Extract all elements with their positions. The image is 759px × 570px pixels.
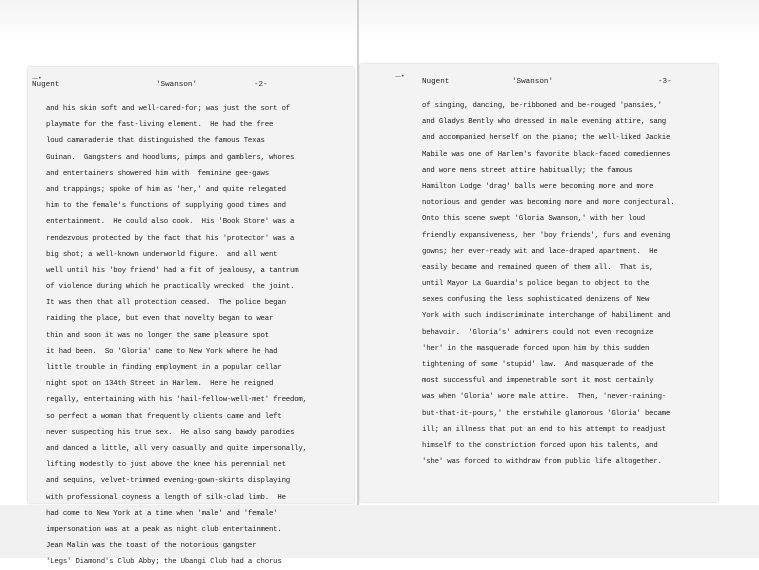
text-line: had come to New York at a time when 'male' and 'female' (46, 509, 278, 518)
header-title: 'Swanson' (512, 78, 554, 86)
text-line: 'she' was forced to withdraw from public life altogether. (422, 458, 662, 467)
text-line: of singing, dancing, be-ribboned and be-rouged 'pansies,' (422, 102, 662, 110)
text-line: and trappings; spoke of him as 'her,' and quite relegated (46, 185, 286, 194)
page-right (360, 64, 718, 502)
page-left (28, 67, 354, 567)
body-text (46, 101, 352, 570)
text-line: rendezvous protected by the fact that his 'protector' was a (46, 234, 295, 243)
text-line: it had been. So 'Gloria' came to New York where he had (46, 347, 278, 356)
body-text (422, 98, 714, 470)
text-line: entertainment. He could also cook. His 'Book Store' was a (46, 218, 295, 227)
text-line: and danced a little, all very casually and quite impersonally, (46, 444, 307, 453)
text-line: so perfect a woman that frequently clients came and left (46, 412, 282, 421)
text-line: friendly expansiveness, her 'boy friends', furs and evening (422, 231, 671, 240)
text-line: until Mayor La Guardia's police began to object to the (422, 280, 650, 289)
text-line: never suspecting his true sex. He also sang bawdy parodies (46, 428, 295, 437)
text-line: 'her' in the masquerade forced upon him by this sudden (422, 344, 650, 353)
text-line: little trouble in finding employment in a popular cellar (46, 364, 282, 372)
text-line: and wore mens street attire habitually; the famous (422, 166, 633, 175)
text-line: raiding the place, but even that novelty began to wear (46, 315, 274, 324)
text-line: big shot; a well-known underworld figure. and all went (46, 250, 278, 259)
header-title: 'Swanson' (156, 81, 198, 89)
page-header (360, 78, 718, 90)
text-line: loud camaraderie that distinguished the famous Texas (46, 137, 265, 146)
text-line: behavoir. 'Gloria's' admirers could not even recognize (422, 328, 654, 337)
text-line: It was then that all protection ceased. The police began (46, 299, 286, 308)
text-line: night spot on 134th Street in Harlem. Here he reigned (46, 380, 274, 389)
text-line: himself to the constriction forced upon his talents, and (422, 441, 658, 450)
page-header (28, 81, 354, 93)
text-line: lifting modestly to just above the knee his perennial net (46, 461, 286, 470)
text-line: York with such indiscriminate interchange of habiliment and (422, 312, 671, 321)
text-line: gowns; her ever-ready wit and lace-draped apartment. He (422, 247, 658, 256)
text-line: Mabile was one of Harlem's favorite black-faced comediennes (422, 150, 671, 159)
text-line: Onto this scene swept 'Gloria Swanson,' with her loud (422, 215, 645, 224)
text-line: playmate for the fast-living element. He had the free (46, 121, 274, 130)
header-author: Nugent (32, 81, 60, 89)
text-line: impersonation was at a peak as night club entertainment. (46, 525, 282, 534)
text-line: Guinan. Gangsters and hoodlums, pimps and gamblers, whores (46, 153, 295, 162)
text-line: and accompanied herself on the piano; the well-liked Jackie (422, 134, 671, 143)
page-number: -3- (658, 78, 672, 86)
text-line: was when 'Gloria' wore male attire. Then, 'never-raining- (422, 393, 667, 402)
text-line: most successful and impenetrable sort it most certainly (422, 377, 654, 386)
hole-punch-mark: —• (32, 75, 42, 82)
text-line: and Gladys Bently who dressed in male evening attire, sang (422, 118, 667, 127)
page-number: -2- (254, 81, 268, 89)
text-line: Hamilton Lodge 'drag' balls were becoming more and more (422, 182, 654, 191)
text-line: easily became and remained queen of them all. That is, (422, 263, 654, 272)
text-line: tightening of some 'stupid' law. And masquerade of the (422, 361, 654, 369)
text-line: thin and soon it was no longer the same pleasure spot (46, 331, 269, 340)
header-author: Nugent (422, 78, 450, 86)
text-line: well until his 'boy friend' had a fit of jealousy, a tantrum (46, 266, 299, 275)
text-line: him to the female's functions of supplying good times and (46, 202, 286, 211)
text-line: and his skin soft and well-cared-for; was just the sort of (46, 105, 291, 113)
text-line: but-that-it-pours,' the erstwhile glamorous 'Gloria' became (422, 409, 671, 418)
text-line: Jean Malin was the toast of the notorious gangster (46, 542, 257, 551)
text-line: and entertainers showered him with feminine gee-gaws (46, 169, 269, 178)
text-line: ill; an illness that put an end to his attempt to readjust (422, 425, 667, 434)
spread-fold (357, 0, 359, 558)
text-line: 'Legs' Diamond's Club Abby; the Ubangi Club had a chorus (46, 558, 282, 567)
text-line: with professional coyness a length of silk-clad limb. He (46, 493, 286, 502)
text-line: regally, entertaining with his 'hail-fellow-well-met' freedom, (46, 396, 307, 405)
text-line: notorious and gender was becoming more and more conjectural. (422, 199, 675, 208)
hole-punch-mark: —• (395, 73, 405, 80)
text-line: of violence during which he practically wrecked the joint. (46, 283, 295, 292)
text-line: and sequins, velvet-trimmed evening-gown-skirts displaying (46, 477, 291, 486)
text-line: sexes confusing the less sophisticated denizens of New (422, 296, 650, 305)
